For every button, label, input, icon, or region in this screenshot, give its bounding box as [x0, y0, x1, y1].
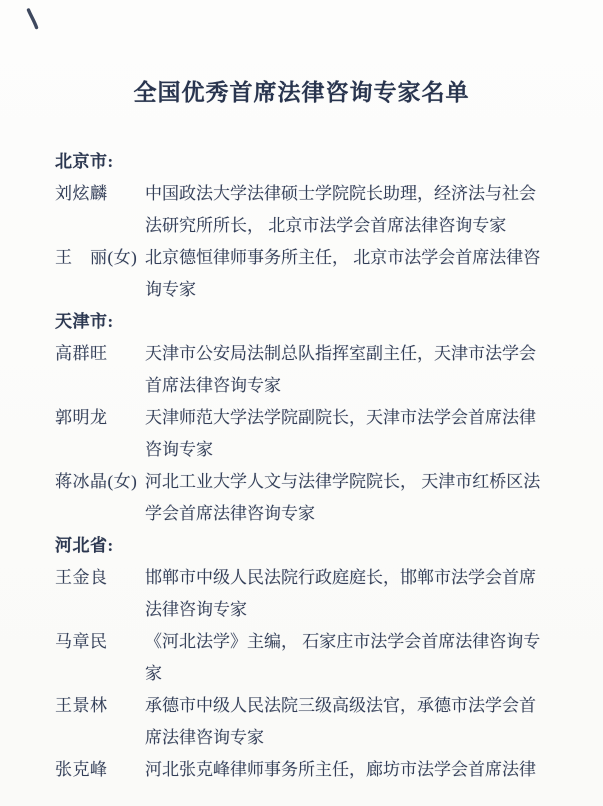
expert-name: 高群旺 — [55, 344, 108, 363]
expert-entry — [55, 402, 546, 466]
section-beijing — [55, 146, 546, 306]
document-title: 全国优秀首席法律咨询专家名单 — [133, 80, 470, 105]
expert-description: 河北工业大学人文与法律学院院长， 天津市红桥区法学会首席法律咨询专家 — [145, 472, 541, 523]
expert-name: 蒋冰晶(女) — [55, 472, 138, 491]
expert-description: 天津师范大学法学院副院长，天津市法学会首席法律咨询专家 — [145, 408, 536, 459]
expert-name: 马章民 — [55, 632, 108, 651]
expert-description: 北京德恒律师事务所主任， 北京市法学会首席法律咨询专家 — [145, 248, 541, 299]
expert-entry — [55, 338, 546, 402]
expert-name: 刘炫麟 — [55, 184, 108, 203]
expert-entry — [55, 754, 546, 786]
expert-entry — [55, 466, 546, 530]
section-tianjin — [55, 306, 546, 530]
region-heading: 河北省: — [55, 536, 114, 555]
expert-description: 《河北法学》主编， 石家庄市法学会首席法律咨询专家 — [145, 632, 541, 683]
expert-entry — [55, 690, 546, 754]
expert-list — [0, 146, 603, 786]
region-heading: 天津市: — [55, 312, 114, 331]
expert-name: 王 丽(女) — [55, 248, 138, 267]
section-hebei — [55, 530, 546, 786]
expert-description: 承德市中级人民法院三级高级法官，承德市法学会首席法律咨询专家 — [145, 696, 536, 747]
expert-name: 王景林 — [55, 696, 108, 715]
expert-description: 天津市公安局法制总队指挥室副主任，天津市法学会首席法律咨询专家 — [145, 344, 536, 395]
expert-entry — [55, 626, 546, 690]
expert-description: 邯郸市中级人民法院行政庭庭长，邯郸市法学会首席法律咨询专家 — [145, 568, 536, 619]
expert-entry — [55, 242, 546, 306]
region-heading: 北京市: — [55, 152, 114, 171]
expert-description: 河北张克峰律师事务所主任，廊坊市法学会首席法律 — [145, 760, 536, 779]
expert-name: 王金良 — [55, 568, 108, 587]
expert-entry — [55, 562, 546, 626]
expert-description: 中国政法大学法律硕士学院院长助理，经济法与社会法研究所所长， 北京市法学会首席法律咨询专家 — [145, 184, 536, 235]
pen-stroke-mark — [26, 8, 40, 32]
expert-name: 张克峰 — [55, 760, 108, 779]
expert-name: 郭明龙 — [55, 408, 108, 427]
expert-entry — [55, 178, 546, 242]
